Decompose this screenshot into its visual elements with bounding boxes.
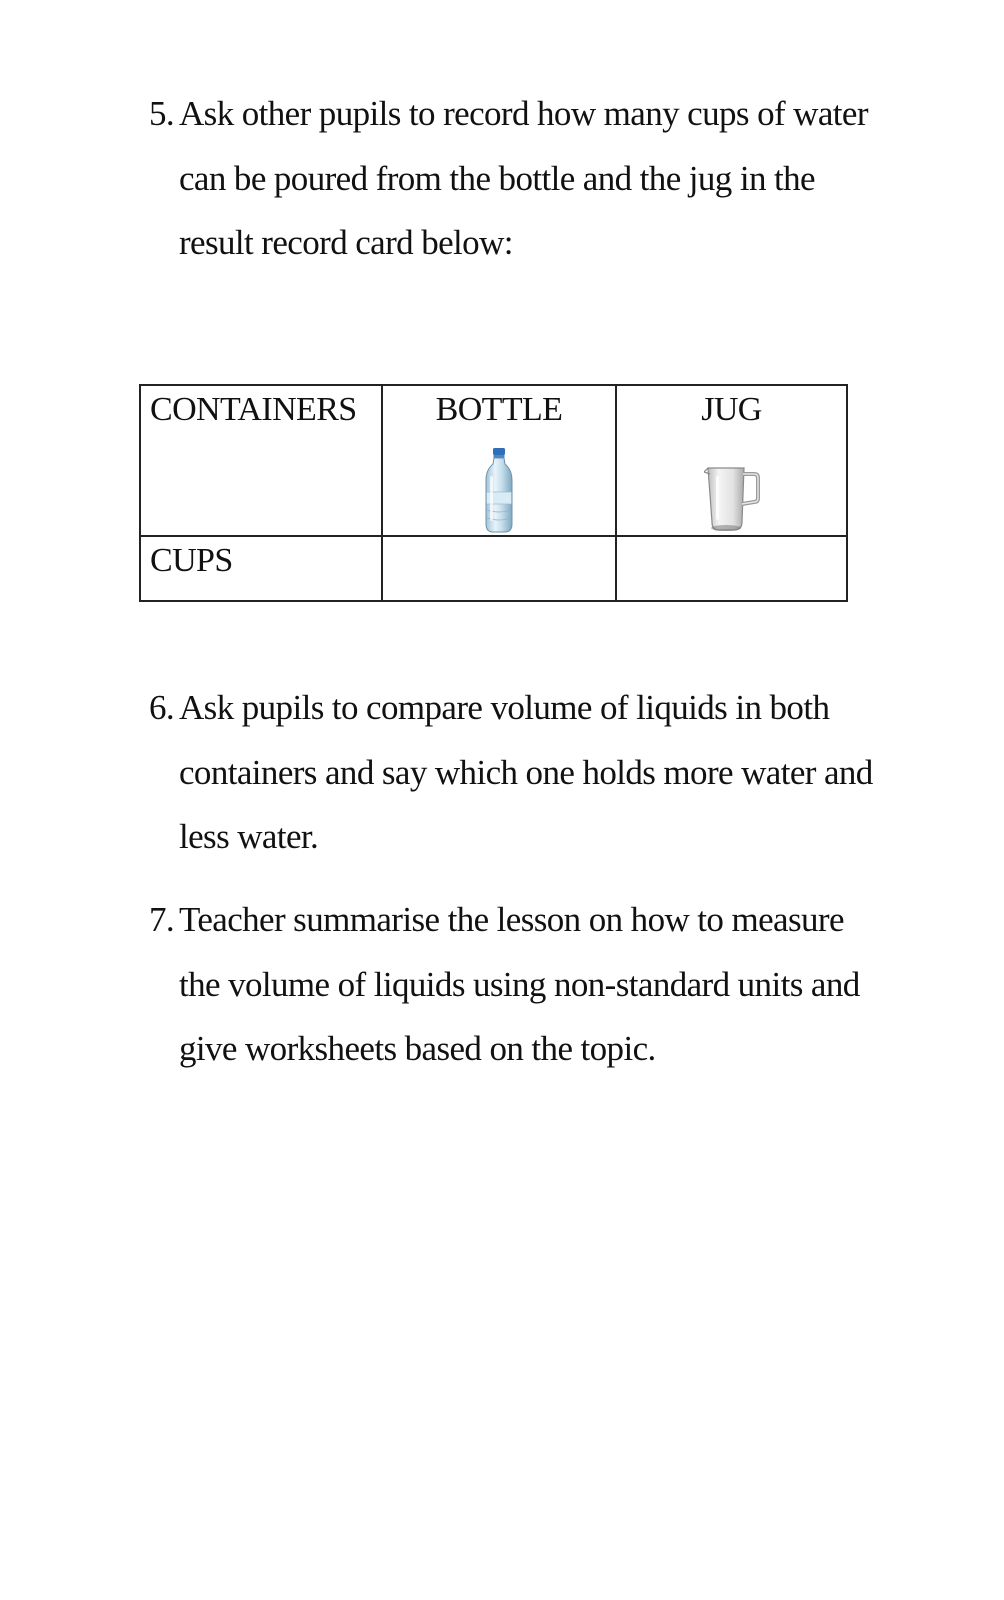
- table-row: [140, 536, 847, 601]
- bottle-header: BOTTLE: [435, 391, 563, 428]
- step-text-line: the volume of liquids using non-standard units and: [179, 964, 860, 1004]
- measuring-jug-icon: [704, 464, 760, 534]
- containers-header: CONTAINERS: [150, 391, 357, 428]
- step-text-line: can be poured from the bottle and the jug in the: [179, 158, 815, 198]
- step-text-line: result record card below:: [179, 223, 513, 262]
- result-record-table: [139, 384, 848, 602]
- bottle-cups-cell: [382, 536, 616, 601]
- water-bottle-icon: [481, 448, 517, 534]
- step-text-line: Ask pupils to compare volume of liquids in both: [179, 688, 830, 727]
- step-6: [149, 676, 889, 870]
- step-text-line: Teacher summarise the lesson on how to measure: [179, 900, 844, 939]
- step-number: 6.: [149, 688, 175, 727]
- step-text-line: containers and say which one holds more water and: [179, 752, 873, 792]
- table-cell: [140, 536, 382, 601]
- table-header-cell: [382, 385, 616, 536]
- jug-header: JUG: [701, 391, 762, 428]
- step-number: 5.: [149, 94, 175, 133]
- step-number: 7.: [149, 900, 175, 939]
- step-5: [149, 82, 889, 276]
- table-header-cell: [140, 385, 382, 536]
- jug-cups-cell: [616, 536, 847, 601]
- table-header-row: [140, 385, 847, 536]
- cups-label: CUPS: [150, 542, 233, 579]
- step-text-line: less water.: [179, 817, 319, 856]
- table-header-cell: [616, 385, 847, 536]
- step-text-line: Ask other pupils to record how many cups of water: [179, 94, 868, 133]
- step-text-line: give worksheets based on the topic.: [179, 1029, 656, 1068]
- step-7: [149, 888, 889, 1082]
